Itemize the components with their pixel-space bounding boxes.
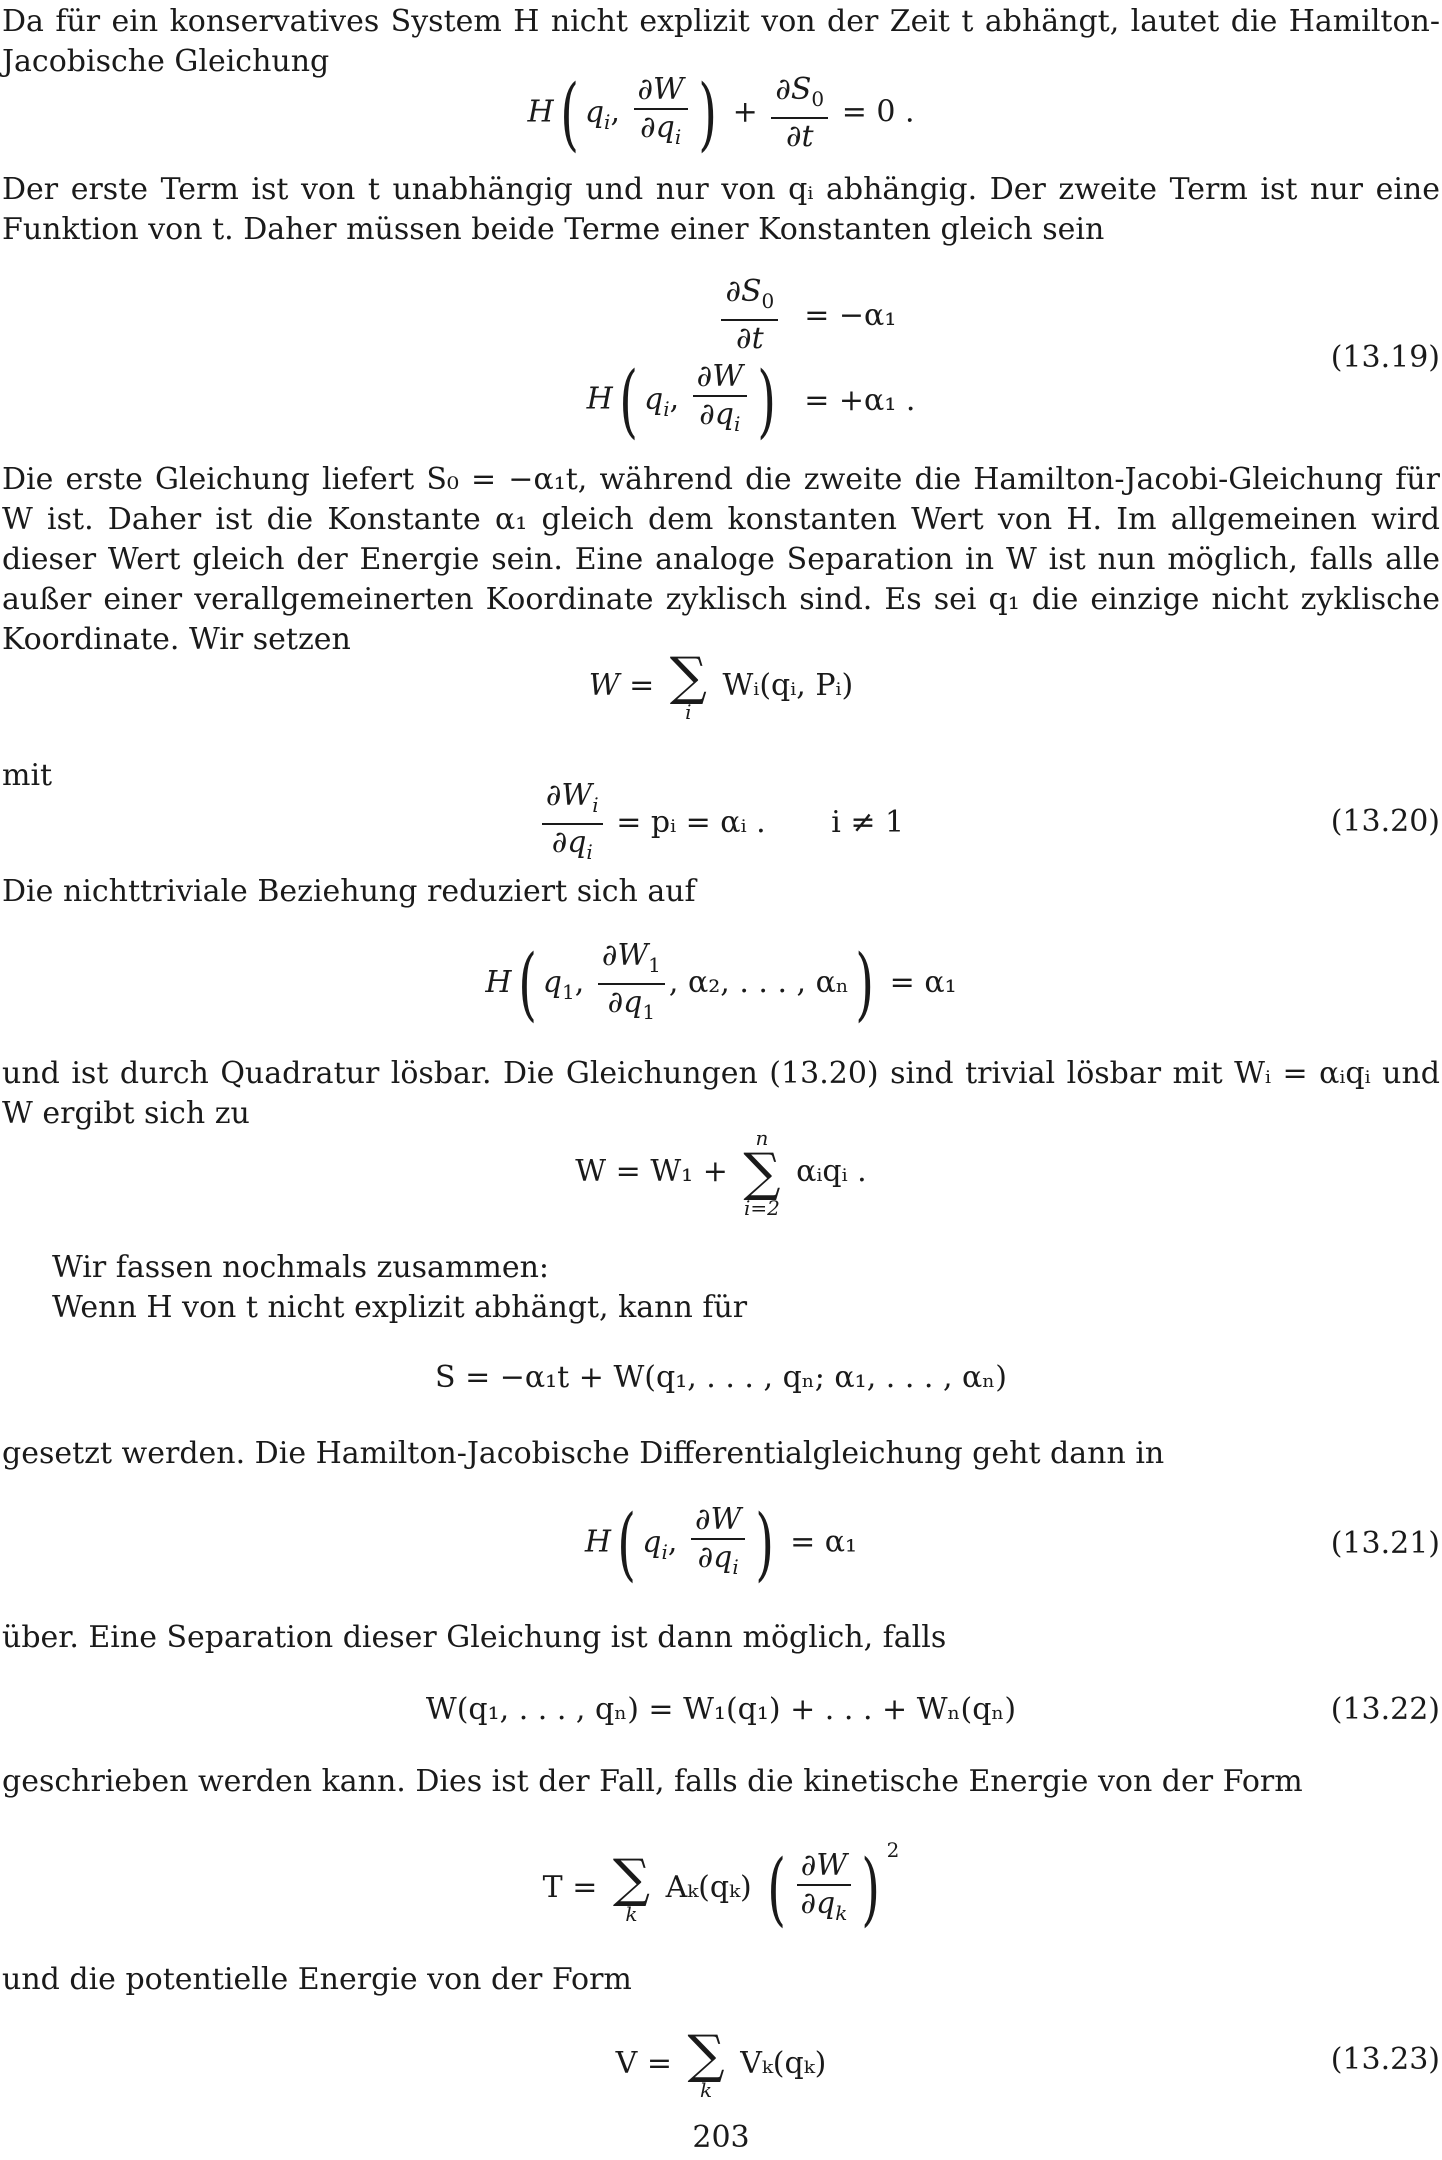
equation-kinetic-energy: T = ∑ k Aₖ(qₖ) ( $\frac{\partial W}{\partial q_k}$ ) $^2$ <box>542 1838 900 1935</box>
equation-w-split: W(q₁, . . . , qₙ) = W₁(q₁) + . . . + Wₙ(qₙ) <box>425 1692 1017 1727</box>
equation-nontrivial: H( $q_1$, $\frac{\partial W_1}{\partial q_1}$ , α₂, . . . , αₙ) = α₁ <box>485 937 957 1030</box>
equation-number: (13.19) <box>1330 340 1440 375</box>
equation-number: (13.21) <box>1330 1526 1440 1561</box>
equation-w-sum: W = ∑ i Wᵢ(qᵢ, Pᵢ) <box>588 647 854 724</box>
equation-hamilton-energy: H( $q_i$, $\frac{\partial W}{\partial q_i}$ ) = α₁ <box>584 1496 858 1590</box>
paragraph-separation-possible: über. Eine Separation dieser Gleichung ist dann möglich, falls <box>2 1620 947 1655</box>
equation-system-separation: $\frac{\partial S_0}{\partial t}$ = −α₁ H( $q_i$, $\frac{\partial W}{\partial q_i}$ ) = +α₁ . <box>586 274 916 447</box>
equation-hamilton-jacobi: H( $q_i$, $\frac{\partial W}{\partial q_i}$ ) + $\frac{\partial S_0}{\partial t}$ = 0 . <box>527 66 915 160</box>
paragraph-potential: und die potentielle Energie von der Form <box>2 1962 632 1997</box>
paragraph-terms: Der erste Term ist von t unabhängig und nur von qᵢ abhängig. Der zweite Term ist nur eine Funktion von t. Daher müssen beide Terme einer Konstanten gleich sein <box>2 172 1440 247</box>
page-number: 203 <box>692 2120 750 2155</box>
paragraph-mit: mit <box>2 758 53 793</box>
equation-cyclic: $\frac{\partial W_i}{\partial q_i}$ = pᵢ = αᵢ . i ≠ 1 <box>0 778 1442 870</box>
paragraph-nontrivial: Die nichttriviale Beziehung reduziert sich auf <box>2 874 696 909</box>
equation-number: (13.22) <box>1330 1692 1440 1727</box>
paragraph-quadrature: und ist durch Quadratur lösbar. Die Gleichungen (13.20) sind trivial lösbar mit Wᵢ = αᵢqᵢ und W ergibt sich zu <box>2 1056 1440 1131</box>
equation-number: (13.20) <box>1330 804 1440 839</box>
paragraph-condition: Wenn H von t nicht explizit abhängt, kann für <box>52 1290 748 1325</box>
equation-number: (13.23) <box>1330 2042 1440 2077</box>
equation-w-total: W = W₁ + n ∑ i=2 αᵢqᵢ . <box>575 1126 867 1220</box>
paragraph-separation: Die erste Gleichung liefert S₀ = −α₁t, während die zweite die Hamilton-Jacobi-Gleichung für W ist. Daher ist die Konstante α₁ gleich dem konstanten Wert von H. Im allgemeinen wird dieser Wert gleich der Energie sein. Eine analoge Separation in W ist nun möglich, falls alle außer einer verallgemeinerten Koordinate zyklisch sind. Es sei q₁ die einzige nicht zyklische Koordinate. Wir setzen <box>2 462 1440 657</box>
paragraph-kinetic: geschrieben werden kann. Dies ist der Fall, falls die kinetische Energie von der Form <box>2 1764 1303 1799</box>
paragraph-goes-over: gesetzt werden. Die Hamilton-Jacobische Differentialgleichung geht dann in <box>2 1436 1165 1471</box>
paragraph-summary: Wir fassen nochmals zusammen: <box>52 1250 550 1285</box>
paragraph-intro: Da für ein konservatives System H nicht explizit von der Zeit t abhängt, lautet die Hamilton-Jacobische Gleichung <box>2 4 1440 79</box>
equation-potential-energy: V = ∑ k Vₖ(qₖ) <box>615 2025 827 2102</box>
equation-action: S = −α₁t + W(q₁, . . . , qₙ; α₁, . . . , αₙ) <box>435 1360 1007 1395</box>
